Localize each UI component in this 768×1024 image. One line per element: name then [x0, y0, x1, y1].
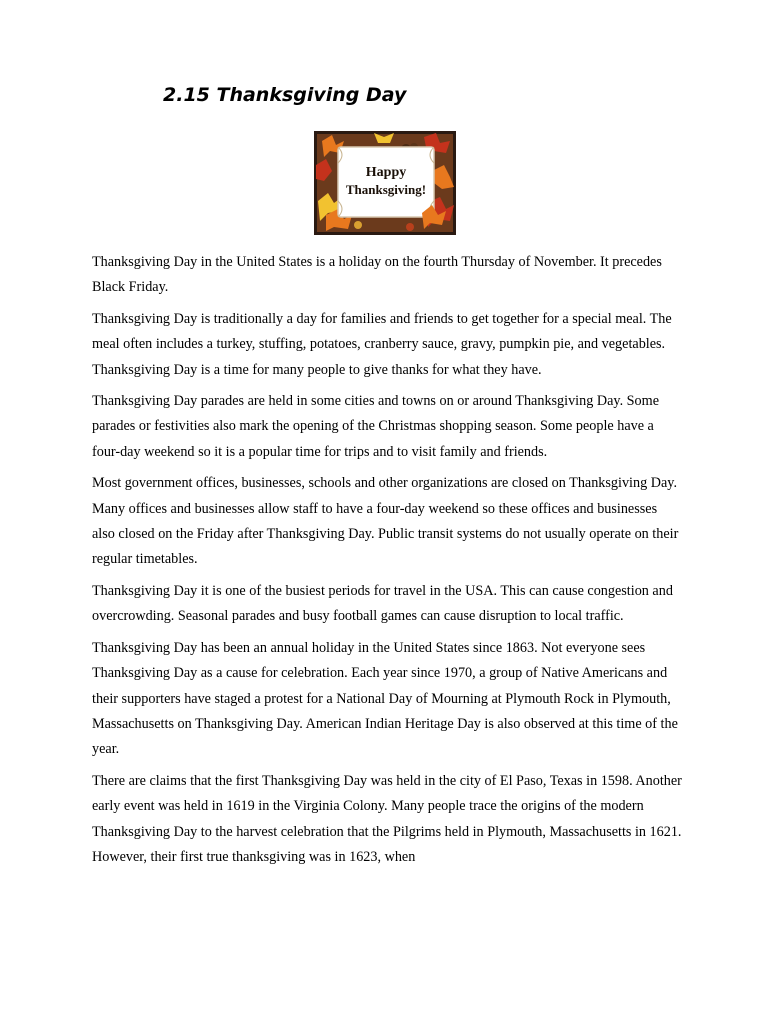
greeting-line-2: Thanksgiving! — [345, 182, 427, 197]
paragraph: Thanksgiving Day parades are held in some cities and towns on or around Thanksgiving Day. Some parades or festivities also mark the opening of the Christmas shopping season. Some people have a four-day weekend so it is a popular time for trips and to visit family and friends. — [92, 393, 659, 460]
paragraph: Thanksgiving Day in the United States is a holiday on the fourth Thursday of November. It precedes Black Friday. — [92, 254, 662, 296]
paragraph: Thanksgiving Day has been an annual holiday in the United States since 1863. Not everyone sees Thanksgiving Day as a cause for celebration. Each year since 1970, a group of Native Americans and their supporters have staged a protest for a National Day of Mourning at Plymouth Rock in Plymouth, Massachusetts on Thanksgiving Day. American Indian Heritage Day is also observed at this time of the year. — [92, 639, 678, 758]
paragraph: Most government offices, businesses, schools and other organizations are closed on Thanksgiving Day. Many offices and businesses allow staff to have a four-day weekend so these offices and businesses also closed on the Friday after Thanksgiving Day. Public transit systems do not usually operate on their regular timetables. — [92, 475, 679, 568]
paragraph: There are claims that the first Thanksgiving Day was held in the city of El Paso, Texas in 1598. Another early event was held in 1619 in the Virginia Colony. Many people trace the origins of the modern Thanksgiving Day to the harvest celebration that the Pilgrims held in Plymouth, Massachusetts in 1621. However, their first true thanksgiving was in 1623, when — [92, 772, 682, 865]
paragraph: Thanksgiving Day is traditionally a day for families and friends to get together for a special meal. The meal often includes a turkey, stuffing, potatoes, cranberry sauce, gravy, pumpkin pie, and vegetables. Thanksgiving Day is a time for many people to give thanks for what they have. — [92, 310, 672, 378]
paragraph: Thanksgiving Day it is one of the busiest periods for travel in the USA. This can cause congestion and overcrowding. Seasonal parades and busy football games can cause disruption to local traffic. — [92, 582, 673, 625]
article-body — [92, 250, 682, 876]
greeting-line-1: Happy — [365, 165, 407, 180]
section-heading: 2.15 Thanksgiving Day — [163, 84, 407, 106]
happy-thanksgiving-illustration — [314, 131, 456, 235]
